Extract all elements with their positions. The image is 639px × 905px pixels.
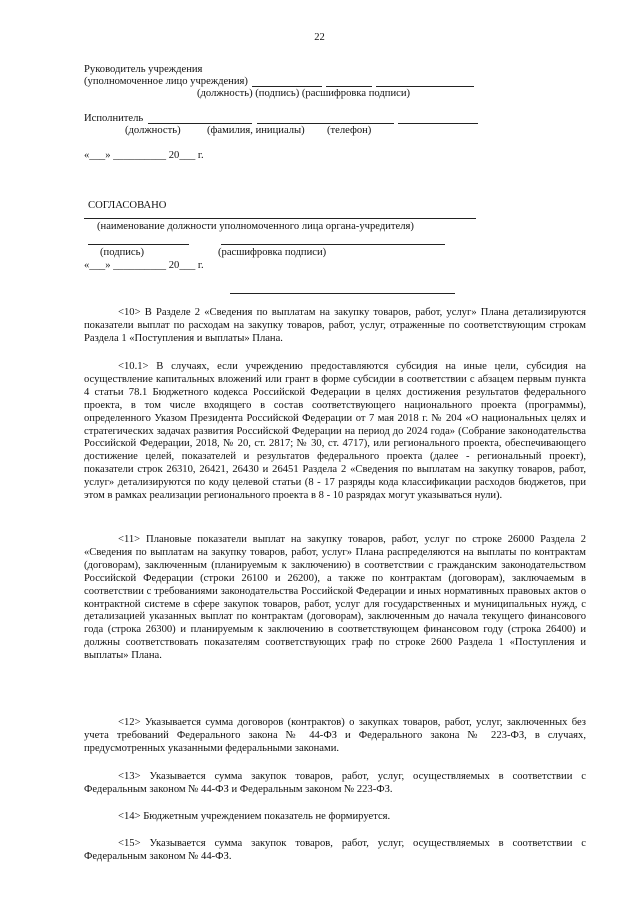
- executor-name-caption: (фамилия, инициалы): [207, 125, 305, 136]
- footnote-10: <10> В Разделе 2 «Сведения по выплатам на закупку товаров, работ, услуг» Плана детализируются показатели выплат по расходам на закупку товаров, работ, услуг, отраженные по соответствующим строкам Раздела 1 «Поступления и выплаты» Плана.: [84, 307, 586, 344]
- page-number: 22: [314, 32, 325, 43]
- footnote-12: <12> Указывается сумма договоров (контрактов) о закупках товаров, работ, услуг, заключенных без учета требований Федерального закона № 44-ФЗ и Федерального закона № 223-ФЗ, в случаях, предусмотренных указанными федеральными законами.: [84, 717, 586, 754]
- approved-date-line: «___» __________ 20___ г.: [84, 260, 204, 271]
- separator-line: [230, 293, 455, 294]
- approved-position-line: [84, 218, 476, 219]
- footnote-11: <11> Плановые показатели выплат на закупку товаров, работ, услуг по строке 26000 Раздела 2 «Сведения по выплатам на закупку товаров, работ, услуг» Плана распределяются на выплаты по контрактам (договорам), заключенным (планируемым к заключению) в соответствии с гражданским законодательством Российской Федерации (строки 26100 и 26200), а также по контрактам (договорам), заключаемым в соответствии с требованиями законодательства Российской Федерации и иных нормативных правовых актов о контрактной системе в сфере закупок товаров, работ, услуг для государственных и муниципальных нужд, с детализацией указанных выплат по контрактам (договорам), заключенным до начала текущего финансового года (строка 26300) и планируемым к заключению в соответствующем финансовом году (строка 26400) и должны соответствовать показателям соответствующих граф по строке 2600 Раздела 1 «Поступления и выплаты» Плана.: [84, 534, 586, 662]
- approved-signature-line: [88, 244, 189, 245]
- date-line: «___» __________ 20___ г.: [84, 150, 204, 161]
- approved-title: СОГЛАСОВАНО: [88, 200, 167, 211]
- executor-phone-line: [398, 123, 478, 124]
- footnote-10-1: <10.1> В случаях, если учреждению предоставляются субсидия на иные цели, субсидия на осуществление капитальных вложений или грант в форме субсидии в соответствии с абзацем первым пункта 4 статьи 78.1 Бюджетного кодекса Российской Федерации в целях достижения результатов федерального проекта, в том числе входящего в состав соответствующего национального проекта (программы), определенного Указом Президента Российской Федерации от 7 мая 2018 г. № 204 «О национальных целях и стратегических задачах развития Российской Федерации на период до 2024 года» (Собрание законодательства Российской Федерации, 2018, № 20, ст. 2817; № 30, ст. 4717), или регионального проекта, обеспечивающего достижение целей, показателей и результатов федерального проекта (далее - региональный проект), показатели строк 26310, 26421, 26430 и 26451 Раздела 2 «Сведения по выплатам на закупку товаров, работ, услуг» детализируются по коду целевой статьи (8 - 17 разряды кода классификации расходов бюджетов, при этом в рамках реализации регионального проекта в 8 - 10 разрядах могут указываться нули).: [84, 361, 586, 502]
- footnote-14: <14> Бюджетным учреждением показатель не формируется.: [118, 811, 391, 822]
- footnote-15: <15> Указывается сумма закупок товаров, работ, услуг, осуществляемых в соответствии с Федеральным законом № 44-ФЗ.: [84, 838, 586, 862]
- executor-phone-caption: (телефон): [327, 125, 372, 136]
- head-title: Руководитель учреждения: [84, 64, 203, 75]
- footnote-13: <13> Указывается сумма закупок товаров, работ, услуг, осуществляемых в соответствии с Федеральным законом № 44-ФЗ и Федеральным законом № 223-ФЗ.: [84, 771, 586, 795]
- head-subtitle: (уполномоченное лицо учреждения): [84, 76, 248, 87]
- approved-caption: (наименование должности уполномоченного лица органа-учредителя): [97, 221, 414, 232]
- approved-decoding-caption: (расшифровка подписи): [218, 247, 327, 258]
- executor-position-caption: (должность): [125, 125, 181, 136]
- executor-label: Исполнитель: [84, 113, 144, 124]
- approved-decoding-line: [221, 244, 445, 245]
- approved-signature-caption: (подпись): [100, 247, 144, 258]
- head-captions: (должность) (подпись) (расшифровка подписи): [197, 88, 411, 99]
